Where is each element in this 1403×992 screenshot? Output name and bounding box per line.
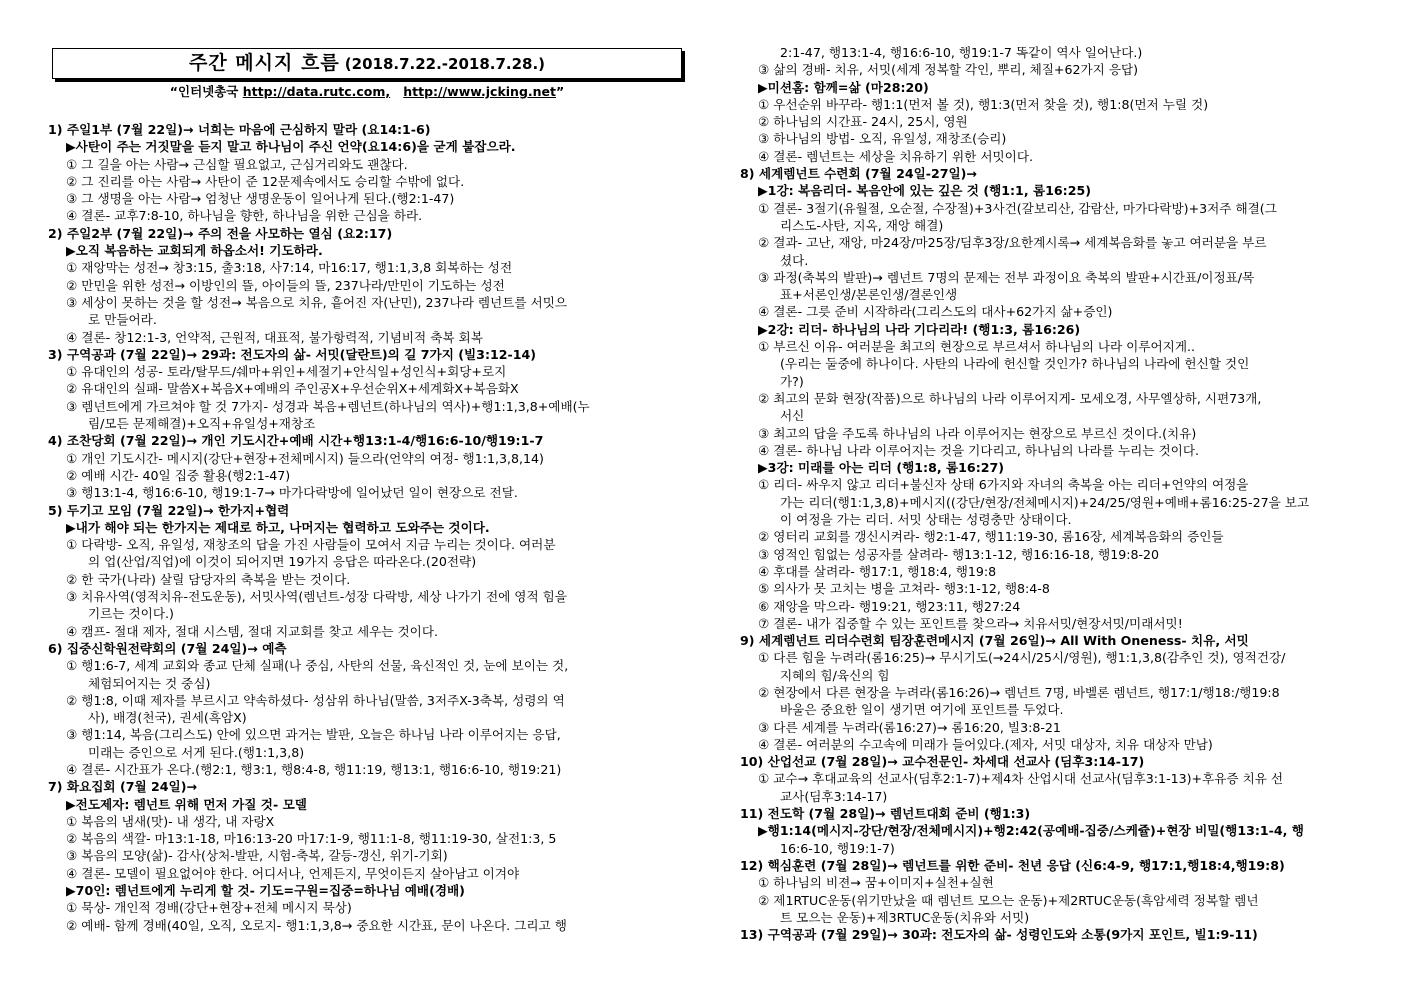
list-item: ② 그 진리를 아는 사람→ 사탄이 준 12문제속에서도 승리할 수밖에 없다. (66, 173, 465, 189)
list-item: ② 영터리 교회를 갱신시켜라- 행2:1-47, 행11:19-30, 롬16장, 세계복음화의 증인들 (758, 529, 1224, 545)
section-heading: 8) 세계렘넌트 수련회 (7월 24일-27일)→ (740, 166, 977, 182)
continuation-line: 가?) (780, 373, 804, 389)
continuation-line: 로 만들어라. (88, 312, 157, 328)
section-heading: 4) 조찬당회 (7월 22일)→ 개인 기도시간+예배 시간+행13:1-4/행16:6-10/행19:1-7 (48, 433, 544, 449)
arrow-line: ▶미션홈: 함께=삶 (마28:20) (758, 79, 929, 95)
list-item: ③ 최고의 답을 주도록 하나님의 나라 이루어지는 현장으로 부르신 것이다.(치유) (758, 425, 1197, 441)
list-item: ③ 행1:14, 복음(그리스도) 안에 있으면 과거는 발판, 오늘은 하나님 나라 이루어지는 응답, (66, 727, 561, 743)
arrow-line: ▶사탄이 주는 거짓말을 듣지 말고 하나님이 주신 언약(요14:6)을 굳게 붙잡으라. (66, 139, 516, 155)
continuation-line: 사), 배경(천국), 권세(흑암X) (88, 710, 247, 726)
list-item: ③ 하나님의 방법- 오직, 유일성, 재창조(승리) (758, 131, 1007, 147)
list-item: ① 우선순위 바꾸라- 행1:1(먼저 볼 것), 행1:3(먼저 찾을 것), 행1:8(먼저 누릴 것) (758, 96, 1209, 112)
list-item: ④ 결론- 교후7:8-10, 하나님을 향한, 하나님을 위한 근심을 하라. (66, 208, 423, 224)
arrow-line: ▶내가 해야 되는 한가지는 제대로 하고, 나머지는 협력하고 도와주는 것이다. (66, 519, 490, 535)
list-item: ② 최고의 문화 현장(작품)으로 하나님의 나라 이루어지게- 모세오경, 사무엘상하, 시편73개, (758, 390, 1262, 406)
continuation-line: 트 모으는 운동)+제3RTUC운동(치유와 서밋) (780, 909, 1030, 925)
list-item: ① 부르신 이유- 여러분을 최고의 현장으로 부르셔서 하나님의 나라 이루어지게.. (758, 339, 1196, 355)
list-item: ② 행1:8, 이때 제자를 부르시고 약속하셨다- 성삼위 하나님(말씀, 3저주X-3축복, 성령의 역 (66, 692, 565, 708)
list-item: ② 만민을 위한 성전→ 이방인의 뜰, 아이들의 뜰, 237나라/만민이 기도하는 성전 (66, 277, 505, 293)
list-item: ③ 렘넌트에게 가르쳐야 할 것 7가지- 성경과 복음+렘넌트(하나님의 역사)+행1:1,3,8+예배(누 (66, 398, 590, 414)
section-heading: 13) 구역공과 (7월 29일)→ 30과: 전도자의 삶- 성령인도와 소통(9가지 포인트, 빌1:9-11) (740, 927, 1258, 943)
continuation-line: 교사(딤후3:14-17) (780, 788, 888, 804)
list-item: ④ 결론- 렘넌트는 세상을 치유하기 위한 서밋이다. (758, 148, 1034, 164)
list-item: ② 유대인의 실패- 말씀X+복음X+예배의 주인공X+우선순위X+세계화X+복음화X (66, 381, 519, 397)
list-item: ② 예배- 함께 경배(40일, 오직, 오로지- 행1:1,3,8→ 중요한 시간표, 문이 나온다. 그리고 행 (66, 917, 567, 933)
continuation-line: 표+서론인생/본론인생/결론인생 (780, 287, 958, 303)
continuation-line: 미래는 증인으로 서게 된다.(행1:1,3,8) (88, 744, 305, 760)
arrow-line: ▶행1:14(메시지-강단/현장/전체메시지)+행2:42(공예배-집중/스케쥴)+현장 비밀(행13:1-4, 행 (758, 823, 1304, 839)
list-item: ④ 결론- 여러분의 수고속에 미래가 들어있다.(제자, 서밋 대상자, 치유 대상자 만남) (758, 736, 1213, 752)
list-item: ② 현장에서 다른 현장을 누려라(롬16:26)→ 렘넌트 7명, 바벨론 렘넌트, 행17:1/행18:/행19:8 (758, 684, 1280, 700)
list-item: ⑥ 재앙을 막으라- 행19:21, 행23:11, 행27:24 (758, 598, 1021, 614)
section-heading: 5) 두기고 모임 (7월 22일)→ 한가지+협력 (48, 502, 290, 518)
continuation-line: 셨다. (780, 252, 809, 268)
continuation-line: 리스도-사탄, 지옥, 재앙 해결) (780, 217, 944, 233)
list-item: ② 한 국가(나라) 살릴 담당자의 축복을 받는 것이다. (66, 571, 351, 587)
list-item: ① 그 길을 아는 사람→ 근심할 필요없고, 근심거리와도 괜찮다. (66, 156, 408, 172)
section-heading: 12) 핵심훈련 (7월 28일)→ 렘넌트를 위한 준비- 천년 응답 (신6:4-9, 행17:1,행18:4,행19:8) (740, 857, 1285, 873)
list-item: ③ 복음의 모양(삶)- 감사(상처-발판, 시험-축복, 갈등-갱신, 위기-기회) (66, 848, 448, 864)
continuation-line: 림/모든 문제해결)+오직+유일성+재창조 (88, 416, 316, 432)
continuation-line: 지혜의 힘/육신의 힘 (780, 667, 890, 683)
url-line (52, 82, 682, 100)
list-item: ④ 결론- 시간표가 온다.(행2:1, 행3:1, 행8:4-8, 행11:19, 행13:1, 행16:6-10, 행19:21) (66, 761, 562, 777)
url-link-data[interactable]: http://data.rutc.com, (242, 84, 391, 99)
list-item: ③ 행13:1-4, 행16:6-10, 행19:1-7→ 마가다락방에 일어났던 일이 현장으로 전달. (66, 485, 518, 501)
section-heading: 6) 집중신학원전략회의 (7월 24일)→ 예측 (48, 640, 287, 656)
list-item: ① 재앙막는 성전→ 창3:15, 출3:18, 사7:14, 마16:17, 행1:1,3,8 회복하는 성전 (66, 260, 513, 276)
list-item: ③ 다른 세계를 누려라(롬16:27)→ 롬16:20, 빌3:8-21 (758, 719, 1061, 735)
title-box (52, 48, 682, 79)
url-prefix: “인터넷총국 (169, 84, 239, 99)
continuation-line: 체험되어지는 것 중심) (88, 675, 211, 691)
right-column (740, 44, 1360, 943)
url-suffix: ” (556, 84, 565, 99)
arrow-line: ▶오직 복음하는 교회되게 하옵소서! 기도하라. (66, 243, 323, 259)
section-heading: 10) 산업선교 (7월 28일)→ 교수전문인- 차세대 선교사 (딤후3:14-17) (740, 754, 1145, 770)
section-heading: 1) 주일1부 (7월 22일)→ 너희는 마음에 근심하지 말라 (요14:1-6) (48, 122, 431, 137)
section-heading: 3) 구역공과 (7월 22일)→ 29과: 전도자의 삶- 서밋(달란트)의 길 7가지 (빌3:12-14) (48, 346, 537, 362)
url-link-jcking[interactable]: http://www.jcking.net (403, 84, 556, 99)
section-heading: 9) 세계렘넌트 리더수련회 팀장훈련메시지 (7월 26일)→ All With Oneness- 치유, 서밋 (740, 633, 1249, 649)
list-item: ① 복음의 냄새(맛)- 내 생각, 내 자랑X (66, 813, 275, 829)
continuation-line: 서신 (780, 408, 805, 424)
list-item: ③ 치유사역(영적치유-전도운동), 서밋사역(렘넌트-성장 다락방, 세상 나가기 전에 영적 힘을 (66, 589, 567, 605)
list-item: ① 다른 힘을 누려라(롬16:25)→ 무시기도(→24시/25시/영원), 행1:1,3,8(감추인 것), 영적건강/ (758, 650, 1286, 666)
list-item: ② 결과- 고난, 재앙, 마24장/마25장/딤후3장/요한계시록→ 세계복음화를 놓고 여러분을 부르 (758, 235, 1267, 251)
list-item: ① 유대인의 성공- 토라/탈무드/쉐마+위인+세절기+안식일+성인식+회당+로지 (66, 364, 507, 380)
list-item: ① 교수→ 후대교육의 선교사(딤후2:1-7)+제4차 산업시대 선교사(딤후3:1-13)+후유증 치유 선 (758, 771, 1284, 787)
list-item: ① 결론- 3절기(유월절, 오순절, 수장절)+3사건(갈보리산, 감람산, 마가다락방)+3저주 해결(그 (758, 200, 1277, 216)
continuation-line: 2:1-47, 행13:1-4, 행16:6-10, 행19:1-7 똑같이 역사 일어난다.) (780, 45, 1143, 60)
list-item: ① 리더- 싸우지 않고 리더+불신자 상태 6가지와 자녀의 축복을 아는 리더+언약의 여정을 (758, 477, 1249, 493)
list-item: ④ 결론- 하나님 나라 이루어지는 것을 기다리고, 하나님의 나라를 누리는 것이다. (758, 442, 1200, 458)
list-item: ② 예배 시간- 40일 집중 활용(행2:1-47) (66, 467, 291, 483)
left-column (48, 121, 688, 934)
arrow-line: ▶3강: 미래를 아는 리더 (행1:8, 롬16:27) (758, 460, 1005, 476)
list-item: ⑤ 의사가 못 고치는 병을 고쳐라- 행3:1-12, 행8:4-8 (758, 581, 1050, 597)
list-item: ③ 세상이 못하는 것을 할 성전→ 복음으로 치유, 흩어진 자(난민), 237나라 렘넌트를 서밋으 (66, 294, 568, 310)
arrow-line: ▶70인: 렘넌트에게 누리게 할 것- 기도=구원=집중=하나님 예배(경배) (66, 883, 465, 899)
list-item: ② 제1RTUC운동(위기만났을 때 렘넌트 모으는 운동)+제2RTUC운동(흑암세력 정복할 렘넌 (758, 892, 1259, 908)
list-item: ① 개인 기도시간- 메시지(강단+현장+전체메시지) 들으라(언약의 여정- 행1:1,3,8,14) (66, 450, 544, 466)
list-item: ④ 캠프- 절대 제자, 절대 시스템, 절대 지교회를 찾고 세우는 것이다. (66, 623, 439, 639)
continuation-line: 이 여정을 가는 리더. 서밋 상태는 성령충만 상태이다. (780, 512, 1072, 528)
list-item: ⑦ 결론- 내가 집중할 수 있는 포인트를 찾으라→ 치유서밋/현장서밋/미래서밋! (758, 615, 1183, 631)
list-item: ③ 삶의 경배- 치유, 서밋(세계 정복할 각인, 뿌리, 체질+62가지 응답) (758, 62, 1139, 78)
arrow-line: ▶전도제자: 렘넌트 위해 먼저 가질 것- 모델 (66, 796, 307, 812)
continuation-line: 바울은 중요한 일이 생기면 여기에 포인트를 두었다. (780, 702, 1064, 718)
list-item: ④ 결론- 모델이 필요없어야 한다. 어디서나, 언제든지, 무엇이든지 살아남고 이겨야 (66, 865, 520, 881)
list-item: ② 하나님의 시간표- 24시, 25시, 영원 (758, 114, 968, 130)
list-item: ③ 영적인 힘없는 성공자를 살려라- 행13:1-12, 행16:16-18, 행19:8-20 (758, 546, 1160, 562)
section-heading: 2) 주일2부 (7월 22일)→ 주의 전을 사모하는 열심 (요2:17) (48, 225, 393, 241)
continuation-line: 가는 리더(행1:1,3,8)+메시지((강단/현장/전체메시지)+24/25/영원+예배+롬16:25-27을 보고 (780, 494, 1310, 510)
list-item: ① 하나님의 비젼→ 꿈+이미지+실천+실현 (758, 875, 994, 891)
list-item: ④ 결론- 그릇 준비 시작하라(그리스도의 대사+62가지 삶+증인) (758, 304, 1113, 320)
continuation-line: (우리는 둘중에 하나이다. 사탄의 나라에 헌신할 것인가? 하나님의 나라에 헌신할 것인 (780, 356, 1250, 372)
list-item: ③ 과정(축복의 발판)→ 렘넌트 7명의 문제는 전부 과정이요 축복의 발판+시간표/이정표/목 (758, 269, 1255, 285)
section-heading: 7) 화요집회 (7월 24일)→ (48, 779, 198, 795)
title-date: (2018.7.22.-2018.7.28.) (344, 55, 546, 73)
list-item: ② 복음의 색깔- 마13:1-18, 마16:13-20 마17:1-9, 행11:1-8, 행11:19-30, 살전1:3, 5 (66, 831, 557, 847)
page-title: 주간 메시지 흐름 (188, 52, 340, 74)
list-item: ① 행1:6-7, 세계 교회와 종교 단체 실패(나 중심, 사탄의 선물, 육신적인 것, 눈에 보이는 것, (66, 658, 569, 674)
list-item: ④ 결론- 창12:1-3, 언약적, 근원적, 대표적, 불가항력적, 기념비적 축복 회복 (66, 329, 483, 345)
list-item: ③ 그 생명을 아는 사람→ 엄청난 생명운동이 일어나게 된다.(행2:1-47) (66, 191, 455, 207)
continuation-line: 16:6-10, 행19:1-7) (780, 840, 895, 856)
list-item: ① 묵상- 개인적 경배(강단+현장+전체 메시지 묵상) (66, 900, 352, 916)
list-item: ④ 후대를 살려라- 행17:1, 행18:4, 행19:8 (758, 563, 997, 579)
continuation-line: 의 업(산업/직업)에 이것이 되어지면 19가지 응답은 따라온다.(20전략) (88, 554, 477, 570)
arrow-line: ▶2강: 리더- 하나님의 나라 기다리라! (행1:3, 롬16:26) (758, 321, 1081, 337)
list-item: ① 다락방- 오직, 유일성, 재창조의 답을 가진 사람들이 모여서 지금 누리는 것이다. 여러분 (66, 537, 556, 553)
section-heading: 11) 전도학 (7월 28일)→ 렘넌트대회 준비 (행1:3) (740, 806, 1031, 822)
arrow-line: ▶1강: 복음리더- 복음안에 있는 깊은 것 (행1:1, 롬16:25) (758, 183, 1091, 199)
continuation-line: 기르는 것이다.) (88, 606, 174, 622)
